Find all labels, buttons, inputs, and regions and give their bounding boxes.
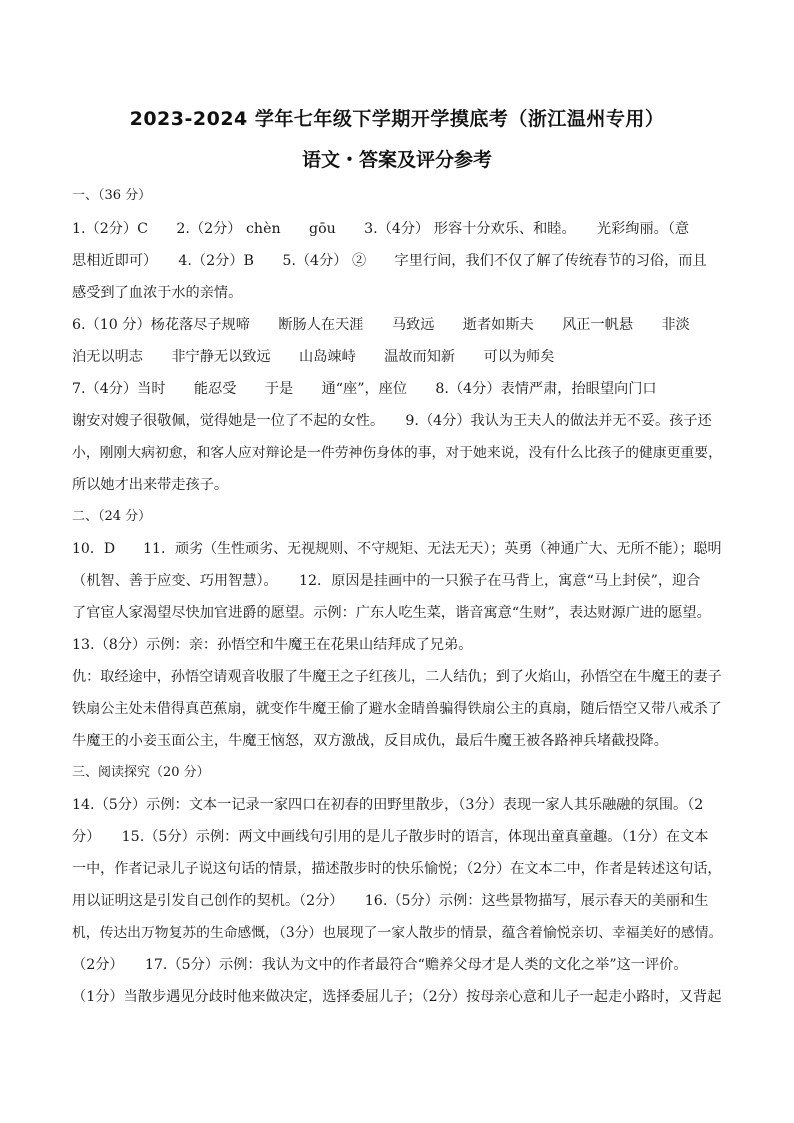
- answer-line: 铁扇公主处未借得真芭蕉扇，就变作牛魔王偷了避水金睛兽骗得铁扇公主的真扇，随后悟空又带八戒杀了: [72, 701, 722, 717]
- answer-line: 一中，作者记录儿子说这句话的情景，描述散步时的快乐愉悦；（2分）在文本二中，作者是转述这句话，: [72, 861, 722, 877]
- section-heading: 二、（24 分）: [72, 509, 152, 524]
- answer-line: 感受到了血浓于水的亲情。: [72, 285, 243, 301]
- answer-line: 了官宦人家渴望尽快加官进爵的愿望。示例：广东人吃生菜，谐音寓意“生财”，表达财源广进的愿望。: [72, 605, 711, 621]
- answer-line: 1.（2分）C 2.（2分） chèn gōu 3.（4分） 形容十分欢乐、和睦。 光彩绚丽。（意: [72, 221, 690, 237]
- answer-line: 13.（8分）示例：亲：孙悟空和牛魔王在花果山结拜成了兄弟。: [72, 637, 473, 653]
- answer-line: （机智、善于应变、巧用智慧）。 12．原因是挂画中的一只猴子在马背上，寓意“马上封侯”，迎合: [72, 573, 701, 589]
- answer-line: 牛魔王的小妾玉面公主，牛魔王恼怒，双方激战，反目成仇，最后牛魔王被各路神兵堵截投降。: [72, 733, 668, 749]
- page-subtitle: 语文・答案及评分参考: [301, 149, 492, 171]
- answer-line: 泊无以明志 非宁静无以致远 山岛竦峙 温故而知新 可以为师矣: [72, 349, 555, 365]
- page-title: 2023-2024 学年七年级下学期开学摸底考（浙江温州专用）: [129, 108, 665, 130]
- answer-line: 6.（10 分）杨花落尽子规啼 断肠人在天涯 马致远 逝者如斯夫 风正一帆悬 非淡: [72, 317, 690, 333]
- answer-line: 机，传达出万物复苏的生命感慨，（3分）也展现了一家人散步的情景，蕴含着愉悦亲切、幸福美好的感情。: [72, 925, 723, 941]
- answer-line: 思相近即可） 4.（2分）B 5.（4分） ② 字里行间，我们不仅了解了传统春节的习俗，而且: [72, 253, 707, 269]
- answer-line: 所以她才出来带走孩子。: [72, 477, 229, 493]
- answer-line: 谢安对嫂子很敬佩，觉得她是一位了不起的女性。 9.（4分）我认为王夫人的做法并无不妥。孩子还: [72, 413, 712, 429]
- section-heading: 三、阅读探究（20 分）: [72, 765, 210, 780]
- answer-line: 10．D 11．顽劣（生性顽劣、无视规则、不守规矩、无法无天）；英勇（神通广大、无所不能）；聪明: [72, 541, 722, 557]
- answer-line: （2分） 17.（5分）示例：我认为文中的作者最符合“赡养父母才是人类的文化之举”这一评价。: [72, 957, 688, 973]
- answer-line: 仇：取经途中，孙悟空请观音收服了牛魔王之子红孩儿，二人结仇；到了火焰山，孙悟空在牛魔王的妻子: [72, 669, 722, 685]
- answer-line: 小，刚刚大病初愈，和客人应对辩论是一件劳神伤身体的事，对于她来说，没有什么比孩子的健康更重要，: [72, 445, 722, 461]
- answer-line: 14.（5分）示例：文本一记录一家四口在初春的田野里散步，（3分）表现一家人其乐融融的氛围。（2: [72, 797, 704, 813]
- answer-line: 7.（4分）当时 能忍受 于是 通“座”，座位 8.（4分）表情严肃，抬眼望向门口: [72, 381, 657, 397]
- answer-line: 用以证明这是引发自己创作的契机。（2分） 16.（5分）示例：这些景物描写，展示春天的美丽和生: [72, 893, 709, 909]
- answer-line: 分） 15.（5分）示例：两文中画线句引用的是儿子散步时的语言，体现出童真童趣。（1分）在文本: [72, 829, 709, 845]
- answer-line: （1分）当散步遇见分歧时他来做决定，选择委屈儿子；（2分）按母亲心意和儿子一起走小路时，又背起: [72, 989, 722, 1005]
- section-heading: 一、（36 分）: [72, 188, 152, 203]
